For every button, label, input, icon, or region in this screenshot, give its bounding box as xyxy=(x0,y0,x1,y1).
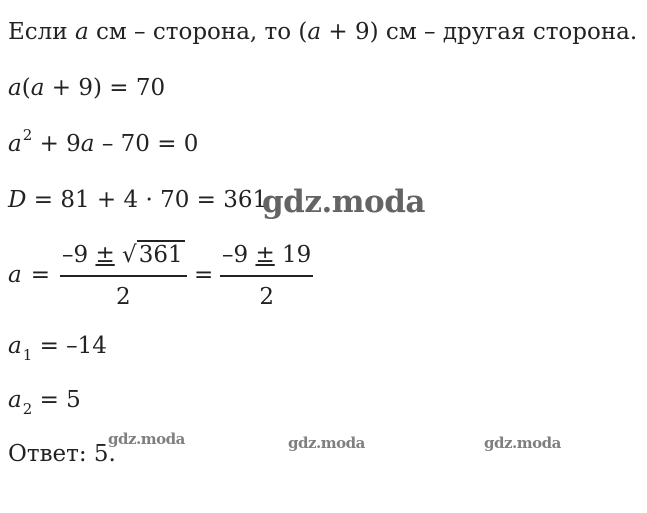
fraction-1 xyxy=(60,238,187,314)
equation-quadratic xyxy=(8,126,199,160)
sqrt-radicand: 361 xyxy=(138,242,183,268)
variable-a: a xyxy=(8,75,22,101)
variable-a: a xyxy=(8,131,22,157)
fraction-2-denominator: 2 xyxy=(259,284,274,310)
equation-rest: + 9) = 70 xyxy=(44,75,166,101)
watermark-logo: gdz.moda xyxy=(262,184,425,220)
variable-a: a xyxy=(30,75,45,101)
answer-text: Ответ: 5. xyxy=(8,441,116,467)
variable-a: a xyxy=(74,19,89,45)
condition-text xyxy=(8,18,637,46)
root-value: = 5 xyxy=(32,387,81,413)
watermark-logo: gdz.moda xyxy=(288,434,365,452)
paren: ( xyxy=(21,75,31,101)
discriminant-line xyxy=(8,186,267,214)
exponent: 2 xyxy=(22,126,33,144)
text-segment: Если xyxy=(8,19,75,45)
root-a1 xyxy=(8,332,107,362)
numerator-19: 19 xyxy=(274,242,312,268)
variable-a: a xyxy=(80,131,95,157)
discriminant-rest: = 81 + 4 · 70 = 361 xyxy=(26,187,268,213)
plus-minus: ± xyxy=(255,242,275,268)
variable-a: a xyxy=(307,19,322,45)
equals-sign: = xyxy=(194,262,214,288)
root-a2 xyxy=(8,386,81,416)
fraction-1-denominator: 2 xyxy=(115,284,131,310)
equation-product xyxy=(8,74,165,102)
formula-lhs xyxy=(8,262,59,288)
subscript: 2 xyxy=(22,400,33,418)
fraction-2-numerator xyxy=(220,238,313,277)
equation-rest: – 70 = 0 xyxy=(94,131,199,157)
plus-minus: ± xyxy=(95,242,115,268)
variable-a: a xyxy=(8,387,22,413)
sqrt-sign: √ xyxy=(114,242,137,268)
watermark-logo: gdz.moda xyxy=(484,434,561,452)
equation-mid: + 9 xyxy=(32,131,81,157)
subscript: 1 xyxy=(22,346,33,364)
text-segment: + 9) см – другая сторона. xyxy=(321,19,638,45)
numerator-minus9: –9 xyxy=(62,242,96,268)
fraction-1-numerator xyxy=(60,238,187,277)
fraction-2 xyxy=(220,238,313,314)
equals-sign: = xyxy=(30,262,50,288)
variable-a: a xyxy=(8,262,22,288)
watermark-logo: gdz.moda xyxy=(108,430,185,448)
variable-a: a xyxy=(8,333,22,359)
root-value: = –14 xyxy=(32,333,107,359)
numerator-minus9: –9 xyxy=(222,242,256,268)
text-segment: см – сторона, то ( xyxy=(88,19,308,45)
variable-d: D xyxy=(8,187,27,213)
